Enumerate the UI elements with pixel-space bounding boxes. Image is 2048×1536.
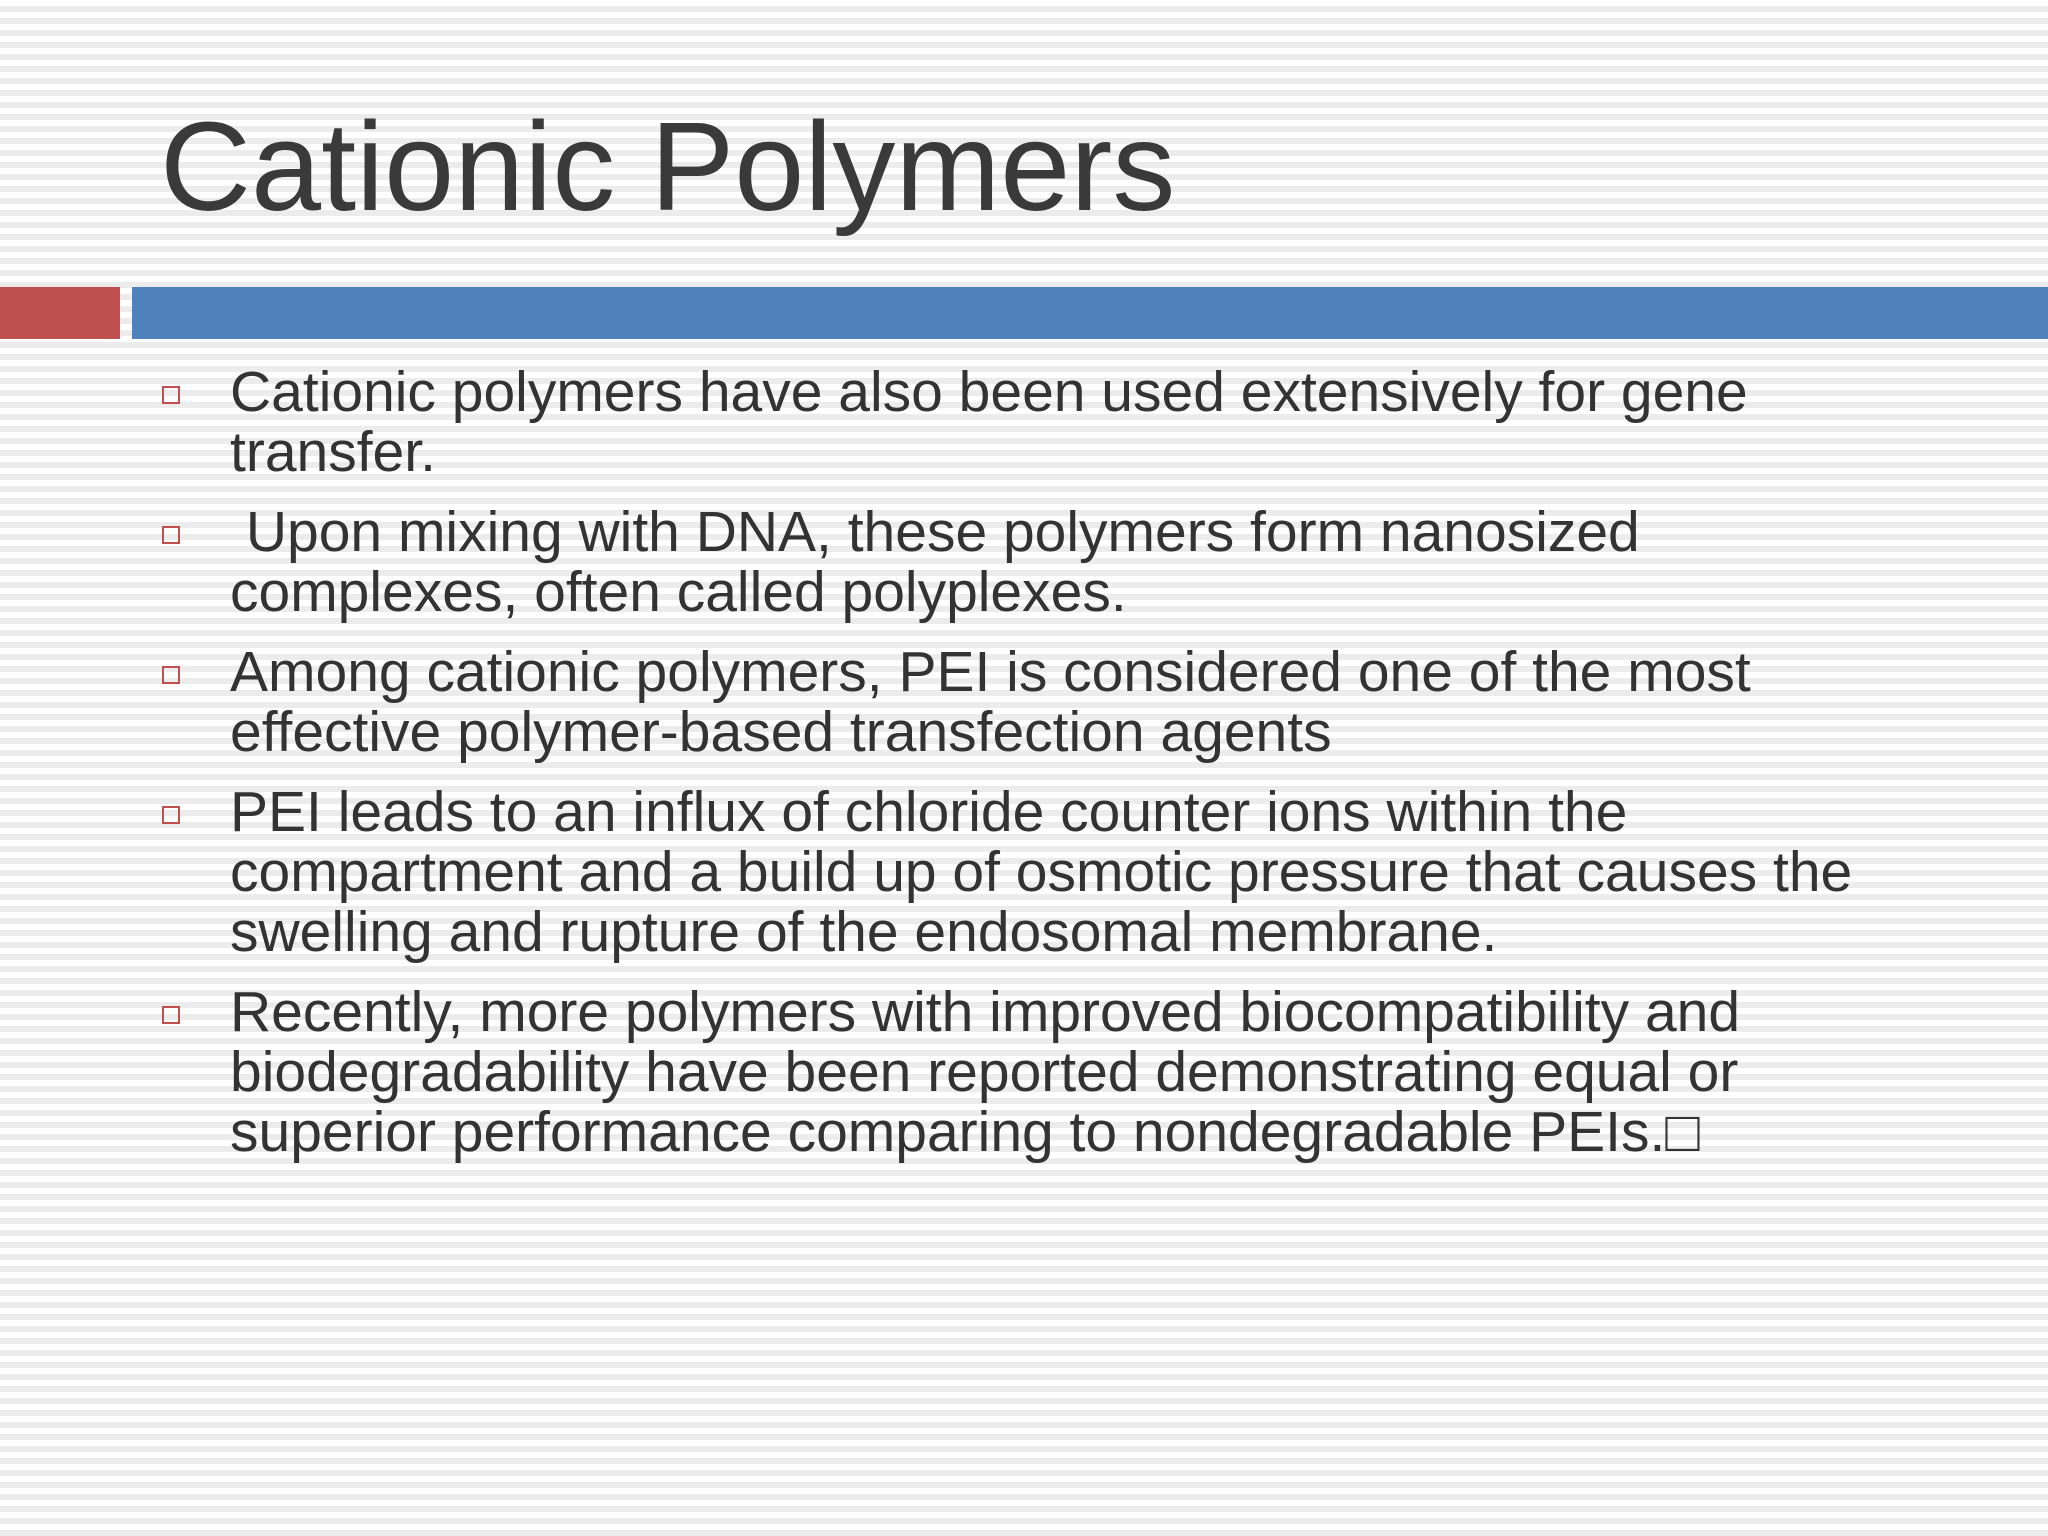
bullet-text: PEI leads to an influx of chloride counter ions within the compartment and a build up of osmotic pressure that causes the swelling and rupture of the endosomal membrane. [230,780,1869,964]
accent-bar-red [0,287,120,339]
square-outline-bullet-icon [162,526,180,544]
bullet-text: Upon mixing with DNA, these polymers form nanosized complexes, often called polyplexes. [230,500,1656,624]
square-outline-bullet-icon [162,386,180,404]
square-outline-bullet-icon [162,666,180,684]
bullet-text: Among cationic polymers, PEI is considered one of the most effective polymer-based transfection agents [230,640,1767,764]
bullet-item [160,362,1920,482]
bullet-item [160,642,1920,762]
square-outline-bullet-icon [162,806,180,824]
bullet-item [160,982,1920,1162]
bullet-item [160,502,1920,622]
square-outline-bullet-icon [162,1006,180,1024]
bullet-item [160,782,1920,962]
accent-bar-blue [132,287,2048,339]
bullet-list [160,362,1920,1182]
slide-title: Cationic Polymers [160,96,1176,237]
bullet-text: Cationic polymers have also been used extensively for gene transfer. [230,360,1764,484]
bullet-text: Recently, more polymers with improved biocompatibility and biodegradability have been reported demonstrating equal or superior performance comparing to nondegradable PEIs.□ [230,980,1756,1164]
